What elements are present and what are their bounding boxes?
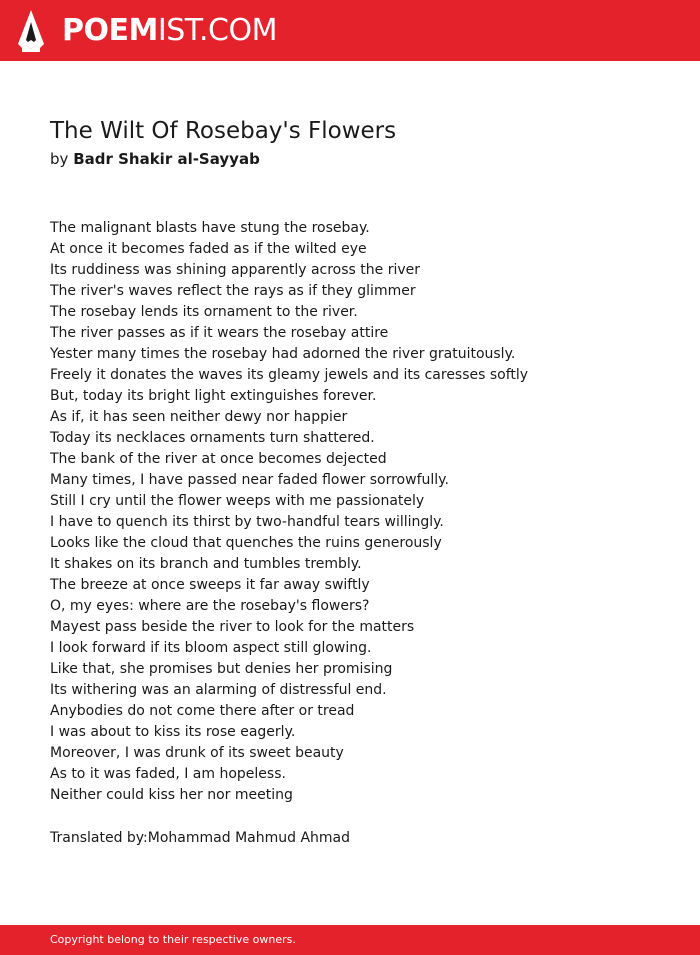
poem-line: Its ruddiness was shining apparently across the river	[50, 262, 421, 278]
poem-title: The Wilt Of Rosebay's Flowers	[50, 118, 397, 144]
byline	[50, 149, 260, 169]
poem-line: The river passes as if it wears the rosebay attire	[50, 325, 389, 341]
site-header	[0, 0, 700, 61]
poem-line: At once it becomes faded as if the wilted eye	[50, 241, 367, 257]
poem-body	[50, 218, 670, 806]
translator-credit: Translated by:Mohammad Mahmud Ahmad	[50, 830, 350, 846]
poem-line: Neither could kiss her nor meeting	[50, 787, 293, 803]
poem-line: As to it was faded, I am hopeless.	[50, 766, 286, 782]
site-logo[interactable]	[62, 13, 277, 49]
poem-line: Like that, she promises but denies her promising	[50, 661, 393, 677]
poem-line: The river's waves reflect the rays as if they glimmer	[50, 283, 416, 299]
poem-line: But, today its bright light extinguishes forever.	[50, 388, 377, 404]
poem-line: Freely it donates the waves its gleamy jewels and its caresses softly	[50, 367, 529, 383]
site-footer	[0, 925, 700, 955]
poem-line: The malignant blasts have stung the rosebay.	[50, 220, 370, 236]
poem-line: Mayest pass beside the river to look for the matters	[50, 619, 415, 635]
poem-line: Anybodies do not come there after or tread	[50, 703, 355, 719]
poem-line: I look forward if its bloom aspect still glowing.	[50, 640, 372, 656]
pen-nib-icon	[18, 10, 44, 52]
poem-line: Its withering was an alarming of distressful end.	[50, 682, 387, 698]
poem-line: Still I cry until the flower weeps with me passionately	[50, 493, 425, 509]
poem-line: The rosebay lends its ornament to the river.	[50, 304, 358, 320]
author-name: Badr Shakir al-Sayyab	[73, 150, 260, 168]
poem-line: The breeze at once sweeps it far away swiftly	[50, 577, 370, 593]
poem-line: O, my eyes: where are the rosebay's flowers?	[50, 598, 370, 614]
poem-line: Today its necklaces ornaments turn shattered.	[50, 430, 375, 446]
poem-line: Yester many times the rosebay had adorned the river gratuitously.	[50, 346, 516, 362]
logo-light-text: IST.COM	[157, 13, 277, 48]
poem-line: I was about to kiss its rose eagerly.	[50, 724, 296, 740]
poem-line: It shakes on its branch and tumbles trembly.	[50, 556, 362, 572]
by-label: by	[50, 150, 69, 168]
copyright-text: Copyright belong to their respective owners.	[50, 933, 296, 946]
poem-line: Looks like the cloud that quenches the ruins generously	[50, 535, 442, 551]
poem-line: As if, it has seen neither dewy nor happier	[50, 409, 348, 425]
poem-line: The bank of the river at once becomes dejected	[50, 451, 387, 467]
logo-bold-text: POEM	[62, 13, 158, 48]
poem-line: I have to quench its thirst by two-handful tears willingly.	[50, 514, 444, 530]
poem-line: Moreover, I was drunk of its sweet beauty	[50, 745, 344, 761]
poem-line: Many times, I have passed near faded flower sorrowfully.	[50, 472, 449, 488]
